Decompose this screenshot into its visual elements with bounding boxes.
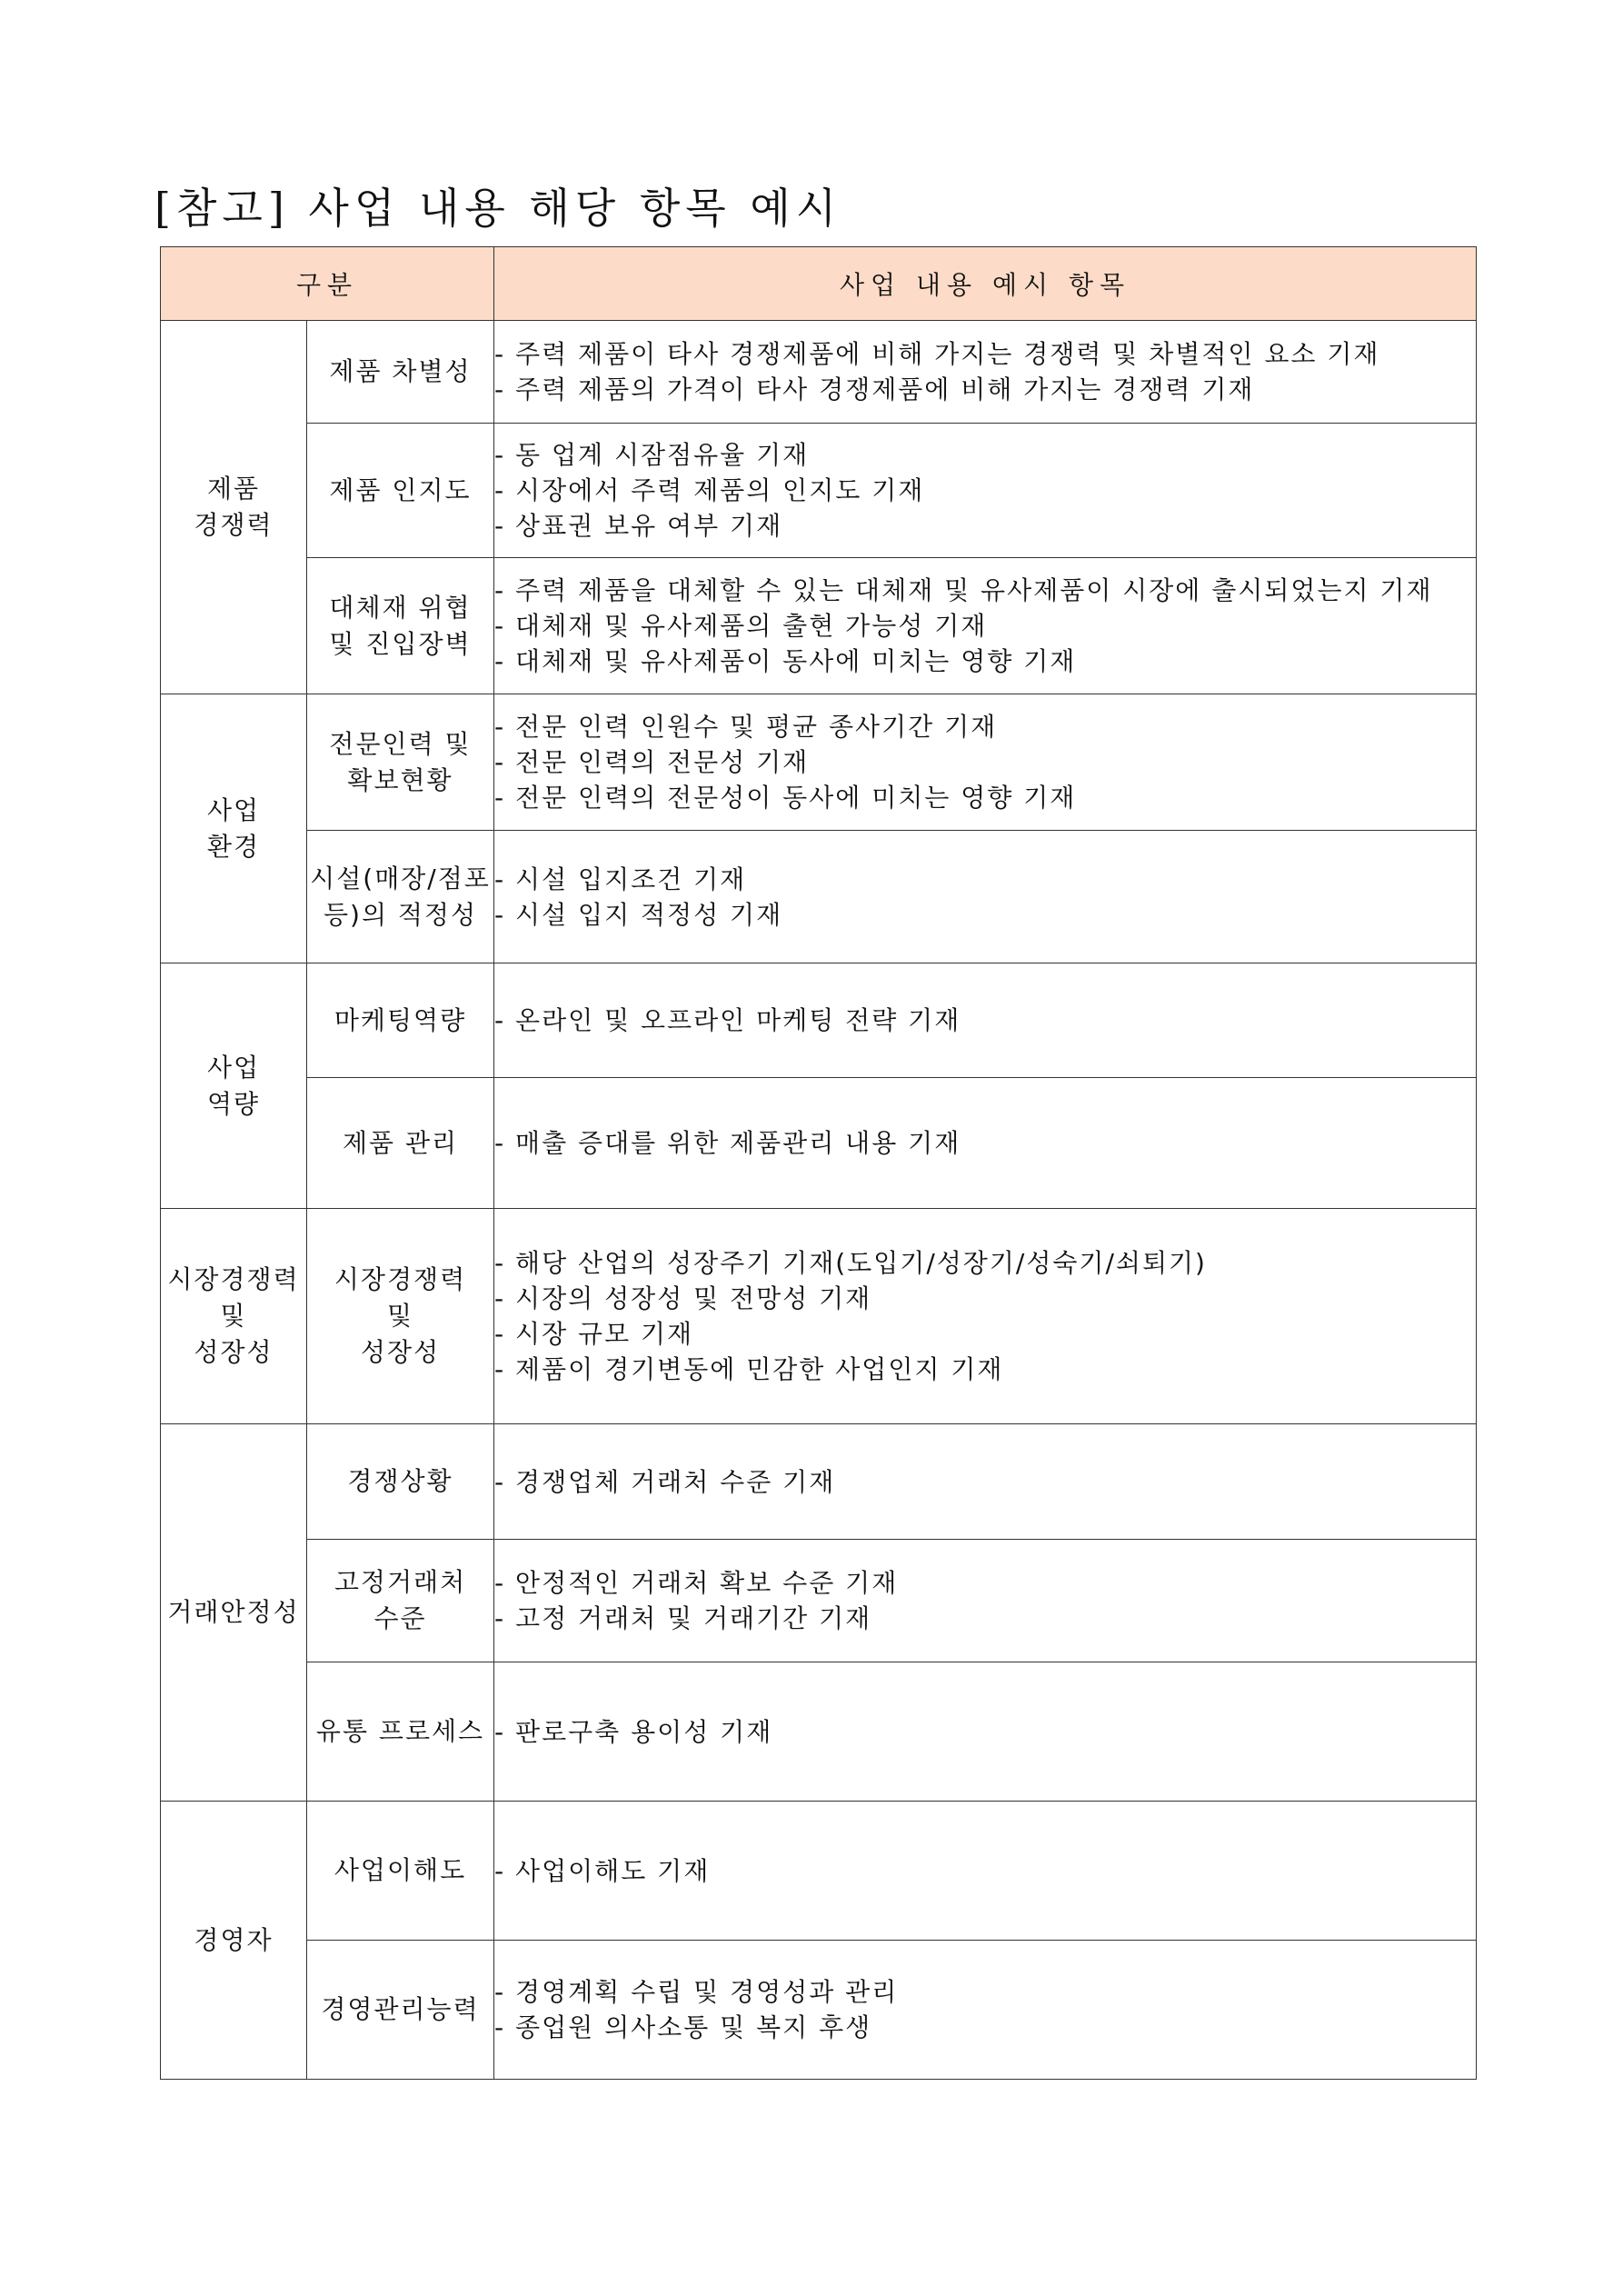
category-cell [161, 321, 307, 694]
category-label: 역량 [206, 1088, 261, 1119]
description-line: - 대체재 및 유사제품의 출현 가능성 기재 [494, 611, 988, 641]
subcategory-cell [307, 694, 494, 831]
description-cell [494, 694, 1477, 831]
subcategory-cell [307, 1662, 494, 1802]
description-line: - 매출 증대를 위한 제품관리 내용 기재 [494, 1128, 961, 1158]
description-line: - 제품이 경기변동에 민감한 사업인지 기재 [494, 1354, 1004, 1384]
description-cell [494, 831, 1477, 963]
subcategory-label: 시장경쟁력 [334, 1264, 467, 1294]
description-line: - 주력 제품을 대체할 수 있는 대체재 및 유사제품이 시장에 출시되었는지 기재 [494, 575, 1433, 605]
description-cell [494, 321, 1477, 424]
description-line: - 시장의 성장성 및 전망성 기재 [494, 1283, 872, 1313]
description-line: - 시장 규모 기재 [494, 1319, 694, 1349]
header-category: 구분 [161, 247, 494, 321]
table-row [161, 1078, 1477, 1209]
description-line: - 동 업계 시잠점유율 기재 [494, 440, 810, 470]
subcategory-cell [307, 1424, 494, 1540]
description-line: - 종업원 의사소통 및 복지 후생 [494, 2012, 872, 2042]
description-line: - 온라인 및 오프라인 마케팅 전략 기재 [494, 1005, 961, 1035]
subcategory-label: 고정거래처 [334, 1567, 467, 1597]
category-label: 사업 [206, 1052, 261, 1083]
description-line: - 시설 입지조건 기재 [494, 863, 747, 894]
subcategory-label: 수준 [373, 1603, 427, 1633]
description-cell [494, 424, 1477, 558]
table-body [161, 321, 1477, 2080]
description-line: - 판로구축 용이성 기재 [494, 1716, 773, 1747]
description-cell [494, 963, 1477, 1078]
table-row [161, 424, 1477, 558]
description-cell [494, 558, 1477, 694]
description-line: - 고정 거래처 및 거래기간 기재 [494, 1603, 872, 1633]
description-cell [494, 1424, 1477, 1540]
table-row [161, 963, 1477, 1078]
category-label: 사업 [206, 794, 261, 825]
description-line: - 전문 인력의 전문성이 동사에 미치는 영향 기재 [494, 783, 1077, 813]
description-line: - 해당 산업의 성장주기 기재(도입기/성장기/성숙기/쇠퇴기) [494, 1248, 1207, 1278]
table-row [161, 1209, 1477, 1424]
subcategory-label: 및 [386, 1301, 414, 1331]
description-line: - 시설 입지 적정성 기재 [494, 899, 783, 930]
description-line: - 주력 제품이 타사 경쟁제품에 비해 가지는 경쟁력 및 차별적인 요소 기재 [494, 339, 1380, 369]
subcategory-label: 대체재 위협 [329, 592, 472, 623]
table-row [161, 1424, 1477, 1540]
subcategory-label: 제품 차별성 [329, 356, 472, 386]
page-title: [참고] 사업 내용 해당 항목 예시 [154, 184, 842, 233]
subcategory-cell [307, 321, 494, 424]
description-cell [494, 1209, 1477, 1424]
category-cell [161, 1424, 307, 1802]
description-cell [494, 1802, 1477, 1941]
subcategory-cell [307, 963, 494, 1078]
category-label: 및 [220, 1301, 247, 1331]
header-items: 사업 내용 예시 항목 [494, 247, 1477, 321]
category-cell [161, 963, 307, 1209]
description-line: - 대체재 및 유사제품이 동사에 미치는 영향 기재 [494, 646, 1077, 676]
category-cell [161, 1802, 307, 2080]
description-line: - 주력 제품의 가격이 타사 경쟁제품에 비해 가지는 경쟁력 기재 [494, 374, 1255, 404]
subcategory-label: 전문인력 및 [329, 728, 472, 759]
description-cell [494, 1941, 1477, 2080]
table-header-row [161, 247, 1477, 321]
description-cell [494, 1662, 1477, 1802]
category-label: 경쟁력 [194, 510, 274, 540]
table-row [161, 558, 1477, 694]
subcategory-label: 경영관리능력 [321, 1994, 480, 2024]
table-row [161, 1662, 1477, 1802]
category-label: 성장성 [194, 1337, 274, 1367]
category-cell [161, 694, 307, 963]
subcategory-label: 확보현황 [347, 764, 453, 795]
subcategory-label: 시설(매장/점포 [310, 863, 491, 893]
description-line: - 전문 인력 인원수 및 평균 종사기간 기재 [494, 712, 998, 742]
subcategory-cell [307, 1802, 494, 1941]
subcategory-cell [307, 424, 494, 558]
table-row [161, 831, 1477, 963]
description-line: - 경쟁업체 거래처 수준 기재 [494, 1466, 836, 1497]
category-cell [161, 1209, 307, 1424]
category-label: 거래안정성 [167, 1597, 300, 1627]
subcategory-cell [307, 1941, 494, 2080]
subcategory-cell [307, 1209, 494, 1424]
subcategory-cell [307, 1078, 494, 1209]
subcategory-label: 및 진입장벽 [329, 628, 472, 659]
description-line: - 상표권 보유 여부 기재 [494, 511, 783, 541]
subcategory-label: 제품 인지도 [329, 474, 472, 505]
subcategory-cell [307, 558, 494, 694]
subcategory-label: 등)의 적정성 [323, 899, 478, 930]
description-line: - 안정적인 거래처 확보 수준 기재 [494, 1568, 899, 1598]
description-line: - 경영계획 수립 및 경영성과 관리 [494, 1977, 899, 2007]
subcategory-label: 제품 관리 [342, 1127, 459, 1158]
subcategory-cell [307, 831, 494, 963]
subcategory-cell [307, 1540, 494, 1662]
category-label: 경영자 [194, 1924, 274, 1955]
category-label: 제품 [206, 474, 261, 504]
subcategory-label: 마케팅역량 [334, 1004, 467, 1035]
subcategory-label: 성장성 [360, 1337, 441, 1367]
table-row [161, 694, 1477, 831]
description-line: - 사업이해도 기재 [494, 1855, 711, 1886]
category-label: 환경 [206, 831, 261, 862]
subcategory-label: 유통 프로세스 [315, 1716, 485, 1746]
description-cell [494, 1540, 1477, 1662]
subcategory-label: 사업이해도 [334, 1855, 467, 1885]
reference-table [160, 246, 1477, 2080]
table-row [161, 1802, 1477, 1941]
description-line: - 전문 인력의 전문성 기재 [494, 747, 810, 777]
subcategory-label: 경쟁상황 [347, 1466, 453, 1496]
description-cell [494, 1078, 1477, 1209]
description-line: - 시장에서 주력 제품의 인지도 기재 [494, 475, 925, 505]
table-row [161, 1941, 1477, 2080]
table-row [161, 1540, 1477, 1662]
table-row [161, 321, 1477, 424]
category-label: 시장경쟁력 [167, 1264, 300, 1294]
